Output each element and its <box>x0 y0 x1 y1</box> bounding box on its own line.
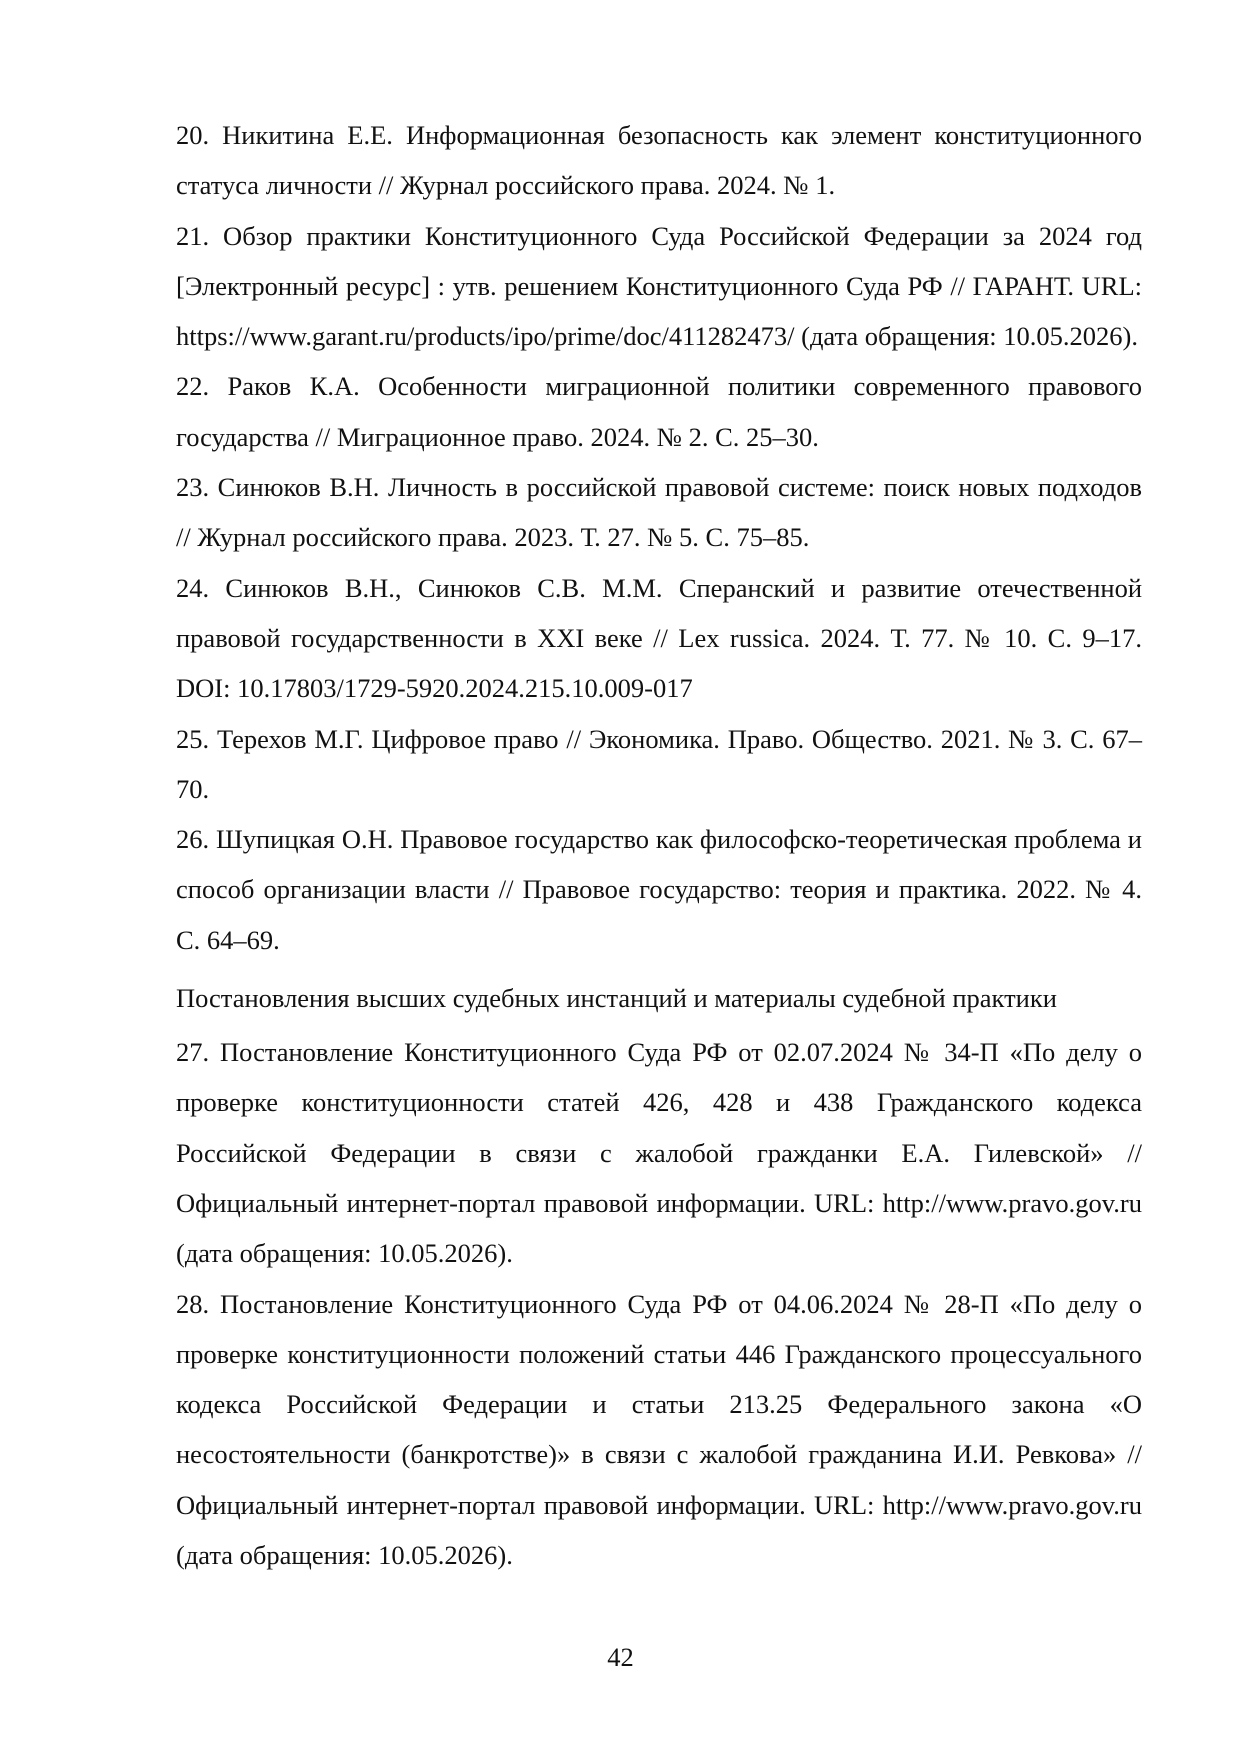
reference-entry-23: 23. Синюков В.Н. Личность в российской правовой системе: поиск новых подходов // Журнал российского права. 2023. Т. 27. № 5. С. 75–85. <box>176 472 1142 553</box>
reference-entry-20: 20. Никитина Е.Е. Информационная безопасность как элемент конституционного статуса личности // Журнал российского права. 2024. № 1. <box>176 120 1142 201</box>
reference-list <box>176 110 1142 1580</box>
reference-entry-24: 24. Синюков В.Н., Синюков С.В. М.М. Сперанский и развитие отечественной правовой государственности в XXI веке // Lex russica. 2024. Т. 77. № 10. С. 9–17. DOI: 10.17803/1729-5920.2024.215.10.009-017 <box>176 572 1142 704</box>
reference-entry-26: 26. Шупицкая О.Н. Правовое государство как философско-теоретическая проблема и способ организации власти // Правовое государство: теория и практика. 2022. № 4. С. 64–69. <box>176 824 1142 955</box>
section-heading: Постановления высших судебных инстанций и материалы судебной практики <box>176 983 1057 1014</box>
reference-entry-28: 28. Постановление Конституционного Суда РФ от 04.06.2024 № 28-П «По делу о проверке конституционности положений статьи 446 Гражданского процессуального кодекса Российской Федерации и статьи 213.25 Федерального закона «О несостоятельности (банкротстве)» в связи с жалобой гражданина И.И. Ревкова» // Официальный интернет-портал правовой информации. URL: http://www.pravo.gov.ru (дата обращения: 10.05.2026). <box>176 1288 1142 1571</box>
reference-entry-25: 25. Терехов М.Г. Цифровое право // Экономика. Право. Общество. 2021. № 3. С. 67–70. <box>176 723 1142 804</box>
reference-entry-27: 27. Постановление Конституционного Суда РФ от 02.07.2024 № 34-П «По делу о проверке конституционности статей 426, 428 и 438 Гражданского кодекса Российской Федерации в связи с жалобой гражданки Е.А. Гилевской» // Официальный интернет-портал правовой информации. URL: http://www.pravo.gov.ru (дата обращения: 10.05.2026). <box>176 1037 1142 1269</box>
reference-entry-22: 22. Раков К.А. Особенности миграционной политики современного правового государства // Миграционное право. 2024. № 2. С. 25–30. <box>176 371 1142 452</box>
page-number: 42 <box>607 1642 634 1672</box>
reference-entry-21: 21. Обзор практики Конституционного Суда Российской Федерации за 2024 год [Электронный ресурс] : утв. решением Конституционного Суда РФ // ГАРАНТ. URL: https://www.garant.ru/products/ipo/prime/doc/411282473/ (дата обращения: 10.05.2026). <box>176 220 1142 352</box>
